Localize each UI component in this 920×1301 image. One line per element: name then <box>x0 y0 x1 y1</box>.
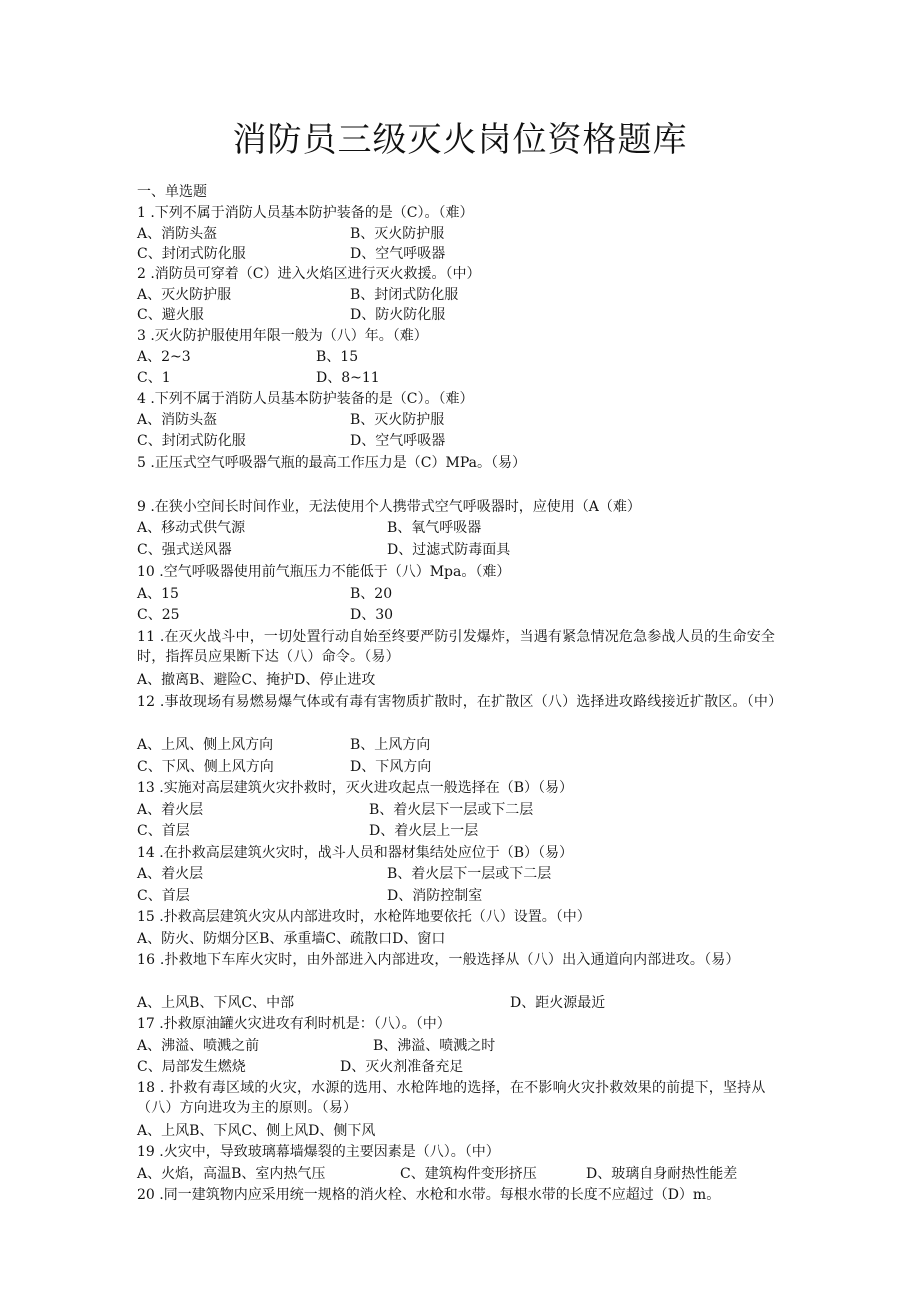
option-c: C、局部发生燃烧 <box>137 1059 246 1075</box>
question-14: 14 .在扑救高层建筑火灾时，战斗人员和器材集结处应位于（B）（易） <box>137 845 574 861</box>
options-row: A、撤离B、避险C、掩护D、停止进攻 <box>137 672 376 688</box>
option-b: B、氧气呼吸器 <box>387 520 482 536</box>
question-17: 17 .扑救原油罐火灾进攻有利时机是：（八）。（中） <box>137 1016 451 1032</box>
option-d: D、空气呼吸器 <box>350 433 446 449</box>
question-19: 19 .火灾中，导致玻璃幕墙爆裂的主要因素是（八）。（中） <box>137 1144 500 1160</box>
option-d: D、消防控制室 <box>387 888 483 904</box>
question-12: 12 .事故现场有易燃易爆气体或有毒有害物质扩散时，在扩散区（八）选择进攻路线接近扩散区。（中） <box>137 694 783 710</box>
option-a: A、消防头盔 <box>137 226 218 242</box>
option-b: B、上风方向 <box>350 737 431 753</box>
option-b: B、封闭式防化服 <box>350 287 459 303</box>
option-b: B、灭火防护服 <box>350 226 445 242</box>
question-10: 10 .空气呼吸器使用前气瓶压力不能低于（八）Mpa。（难） <box>137 564 511 580</box>
question-13: 13 .实施对高层建筑火灾扑救时，灭火进攻起点一般选择在（B）（易） <box>137 780 574 796</box>
option-d: D、灭火剂准备充足 <box>340 1059 464 1075</box>
option-d: D、下风方向 <box>350 759 432 775</box>
option-c: C、首层 <box>137 823 190 839</box>
option-a: A、上风、侧上风方向 <box>137 737 274 753</box>
option-c: C、首层 <box>137 888 190 904</box>
option-a: A、消防头盔 <box>137 412 218 428</box>
option-c: C、建筑构件变形挤压 <box>400 1166 537 1182</box>
option-a: A、着火层 <box>137 866 204 882</box>
option-c: C、1 <box>137 370 171 386</box>
option-d: D、距火源最近 <box>510 995 606 1011</box>
options-row: A、上风B、下风C、侧上风D、侧下风 <box>137 1123 376 1139</box>
question-1: 1 .下列不属于消防人员基本防护装备的是（C）。（难） <box>137 205 474 221</box>
option-d: D、空气呼吸器 <box>350 246 446 262</box>
page-title: 消防员三级灭火岗位资格题库 <box>232 120 688 160</box>
option-a: A、2~3 <box>137 349 191 365</box>
option-d: D、着火层上一层 <box>369 823 479 839</box>
question-3: 3 .灭火防护服使用年限一般为（八）年。（难） <box>137 328 428 344</box>
option-a: A、移动式供气源 <box>137 520 246 536</box>
option-b: B、沸溢、喷溅之时 <box>373 1038 496 1054</box>
question-9: 9 .在狭小空间长时间作业，无法使用个人携带式空气呼吸器时，应使用（A（难） <box>137 499 641 515</box>
option-c: C、避火服 <box>137 307 204 323</box>
option-c: C、25 <box>137 607 180 623</box>
question-4: 4 .下列不属于消防人员基本防护装备的是（C）。（难） <box>137 391 474 407</box>
question-16: 16 .扑救地下车库火灾时，由外部进入内部进攻，一般选择从（八）出入通道向内部进攻。（易） <box>137 952 740 968</box>
question-5: 5 .正压式空气呼吸器气瓶的最高工作压力是（C）MPa。（易） <box>137 455 526 471</box>
option-a: A、着火层 <box>137 802 204 818</box>
option-d: D、30 <box>350 607 394 623</box>
option-a: A、15 <box>137 586 179 602</box>
option-b: B、15 <box>316 349 359 365</box>
option-b: B、20 <box>350 586 393 602</box>
option-d: D、防火防化服 <box>350 307 446 323</box>
option-a: A、沸溢、喷溅之前 <box>137 1038 260 1054</box>
option-a: A、灭火防护服 <box>137 287 232 303</box>
option-b: B、灭火防护服 <box>350 412 445 428</box>
option-d: D、过滤式防毒面具 <box>387 542 511 558</box>
option-d: D、8~11 <box>316 370 380 386</box>
question-18: 18 . 扑救有毒区域的火灾，水源的选用、水枪阵地的选择，在不影响火灾扑救效果的前提下，坚持从（八）方向进攻为主的原则。（易） <box>137 1080 766 1116</box>
question-2: 2 .消防员可穿着（C）进入火焰区进行灭火救援。（中） <box>137 266 481 282</box>
question-20: 20 .同一建筑物内应采用统一规格的消火栓、水枪和水带。每根水带的长度不应超过（D）m。 <box>137 1187 721 1203</box>
section-heading: 一、单选题 <box>137 184 207 200</box>
option-c: C、封闭式防化服 <box>137 246 246 262</box>
option-c: C、下风、侧上风方向 <box>137 759 274 775</box>
option-b: B、着火层下一层或下二层 <box>369 802 534 818</box>
question-15: 15 .扑救高层建筑火灾从内部进攻时，水枪阵地要依托（八）设置。（中） <box>137 909 591 925</box>
option-c: C、封闭式防化服 <box>137 433 246 449</box>
option-ab: A、火焰，高温B、室内热气压 <box>137 1166 326 1182</box>
options-row: A、防火、防烟分区B、承重墙C、疏散口D、窗口 <box>137 931 446 947</box>
option-d: D、玻璃自身耐热性能差 <box>586 1166 738 1182</box>
option-b: B、着火层下一层或下二层 <box>387 866 552 882</box>
question-11: 11 .在灭火战斗中，一切处置行动自始至终要严防引发爆炸，当遇有紧急情况危急参战人员的生命安全时，指挥员应果断下达（八）命令。（易） <box>137 629 776 665</box>
option-c: C、强式送风器 <box>137 542 232 558</box>
option-abc: A、上风B、下风C、中部 <box>137 995 295 1011</box>
